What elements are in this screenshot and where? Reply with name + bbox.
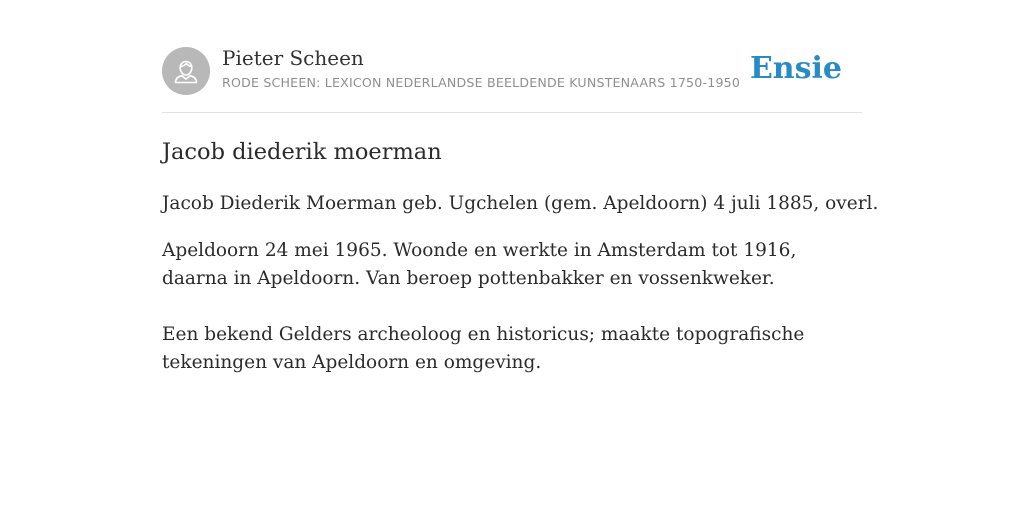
source-title[interactable]: RODE SCHEEN: LEXICON NEDERLANDSE BEELDENDE KUNSTENAARS 1750-1950	[222, 75, 741, 90]
article-paragraph: Jacob Diederik Moerman geb. Ugchelen (gem. Apeldoorn) 4 juli 1885, overl.	[162, 193, 879, 214]
article-paragraph: Een bekend Gelders archeoloog en historicus; maakte topografische tekeningen van Apeldoorn en omgeving.	[162, 324, 805, 373]
ensie-logo[interactable]: Ensie	[749, 51, 842, 86]
author-name[interactable]: Pieter Scheen	[222, 46, 364, 70]
user-avatar-icon	[162, 47, 210, 95]
author-avatar[interactable]	[162, 47, 210, 95]
author-header	[162, 0, 862, 113]
article-paragraph: Apeldoorn 24 mei 1965. Woonde en werkte in Amsterdam tot 1916, daarna in Apeldoorn. Van beroep pottenbakker en vossenkweker.	[162, 240, 797, 289]
article-title: Jacob diederik moerman	[162, 139, 442, 165]
article-container	[162, 0, 879, 373]
